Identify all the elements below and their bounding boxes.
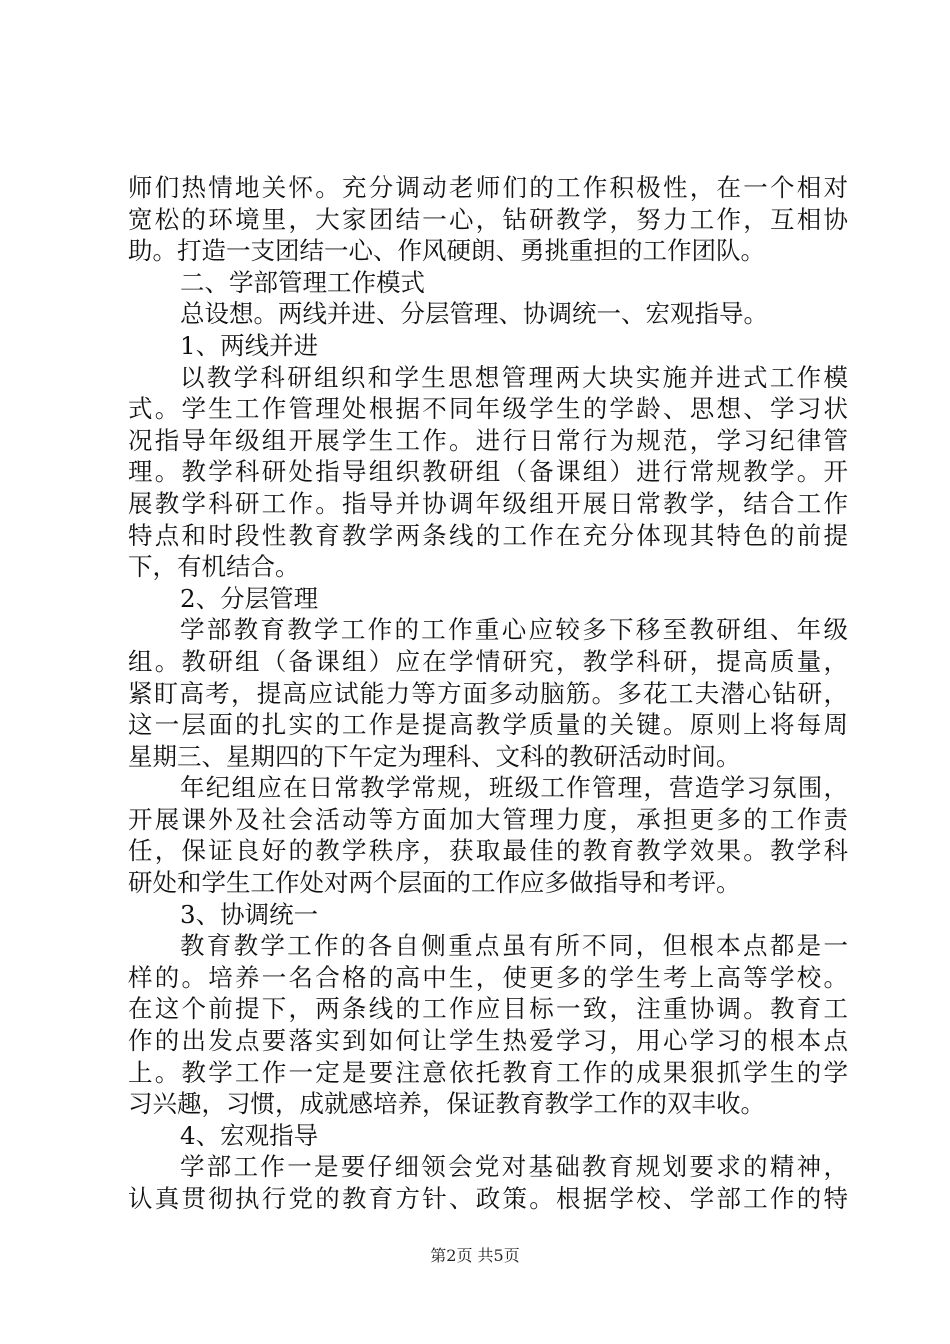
subsection-heading: 4、宏观指导 bbox=[180, 1120, 319, 1150]
text-line: 作的出发点要落实到如何让学生热爱学习，用心学习的根本点 bbox=[128, 1026, 848, 1056]
text-line: 星期三、星期四的下午定为理科、文科的教研活动时间。 bbox=[128, 741, 741, 771]
text-line: 在这个前提下，两条线的工作应目标一致，注重协调。教育工 bbox=[128, 994, 848, 1024]
text-line: 研处和学生工作处对两个层面的工作应多做指导和考评。 bbox=[128, 868, 741, 898]
text-line: 教育教学工作的各自侧重点虽有所不同，但根本点都是一 bbox=[180, 931, 848, 961]
text-line: 理。教学科研处指导组织教研组（备课组）进行常规教学。开 bbox=[128, 457, 848, 487]
text-line: 认真贯彻执行党的教育方针、政策。根据学校、学部工作的特 bbox=[128, 1184, 848, 1213]
text-line: 学部工作一是要仔细领会党对基础教育规划要求的精神， bbox=[180, 1152, 848, 1182]
subsection-heading: 3、协调统一 bbox=[180, 899, 319, 929]
text-line: 开展课外及社会活动等方面加大管理力度，承担更多的工作责 bbox=[128, 804, 848, 834]
section-heading: 二、学部管理工作模式 bbox=[180, 267, 425, 297]
page-number-footer: 第2页 共5页 bbox=[430, 1246, 520, 1265]
text-line: 展教学科研工作。指导并协调年级组开展日常教学，结合工作 bbox=[128, 488, 848, 518]
text-line: 习兴趣，习惯，成就感培养，保证教育教学工作的双丰收。 bbox=[128, 1089, 765, 1119]
text-line: 任，保证良好的教学秩序，获取最佳的教育教学效果。教学科 bbox=[128, 836, 848, 866]
text-line: 总设想。两线并进、分层管理、协调统一、宏观指导。 bbox=[180, 299, 768, 329]
text-line: 下，有机结合。 bbox=[128, 552, 300, 582]
text-line: 年纪组应在日常教学常规，班级工作管理，营造学习氛围， bbox=[180, 773, 848, 803]
text-line: 宽松的环境里，大家团结一心，钻研教学，努力工作，互相协 bbox=[128, 204, 848, 234]
text-line: 助。打造一支团结一心、作风硬朗、勇挑重担的工作团队。 bbox=[128, 236, 765, 266]
text-line: 紧盯高考，提高应试能力等方面多动脑筋。多花工夫潜心钻研， bbox=[128, 678, 848, 708]
document-body bbox=[128, 172, 848, 1215]
text-line: 特点和时段性教育教学两条线的工作在充分体现其特色的前提 bbox=[128, 520, 848, 550]
text-line: 况指导年级组开展学生工作。进行日常行为规范，学习纪律管 bbox=[128, 425, 848, 455]
text-line: 师们热情地关怀。充分调动老师们的工作积极性，在一个相对 bbox=[128, 173, 848, 202]
text-line: 这一层面的扎实的工作是提高教学质量的关键。原则上将每周 bbox=[128, 710, 848, 740]
text-line: 学部教育教学工作的工作重心应较多下移至教研组、年级 bbox=[180, 615, 848, 645]
text-line: 样的。培养一名合格的高中生，使更多的学生考上高等学校。 bbox=[128, 962, 848, 992]
text-line: 组。教研组（备课组）应在学情研究，教学科研，提高质量， bbox=[128, 646, 848, 676]
text-line: 以教学科研组织和学生思想管理两大块实施并进式工作模 bbox=[180, 362, 848, 392]
subsection-heading: 1、两线并进 bbox=[180, 330, 319, 360]
subsection-heading: 2、分层管理 bbox=[180, 583, 319, 613]
text-line: 式。学生工作管理处根据不同年级学生的学龄、思想、学习状 bbox=[128, 394, 848, 424]
text-line: 上。教学工作一定是要注意依托教育工作的成果狠抓学生的学 bbox=[128, 1057, 848, 1087]
